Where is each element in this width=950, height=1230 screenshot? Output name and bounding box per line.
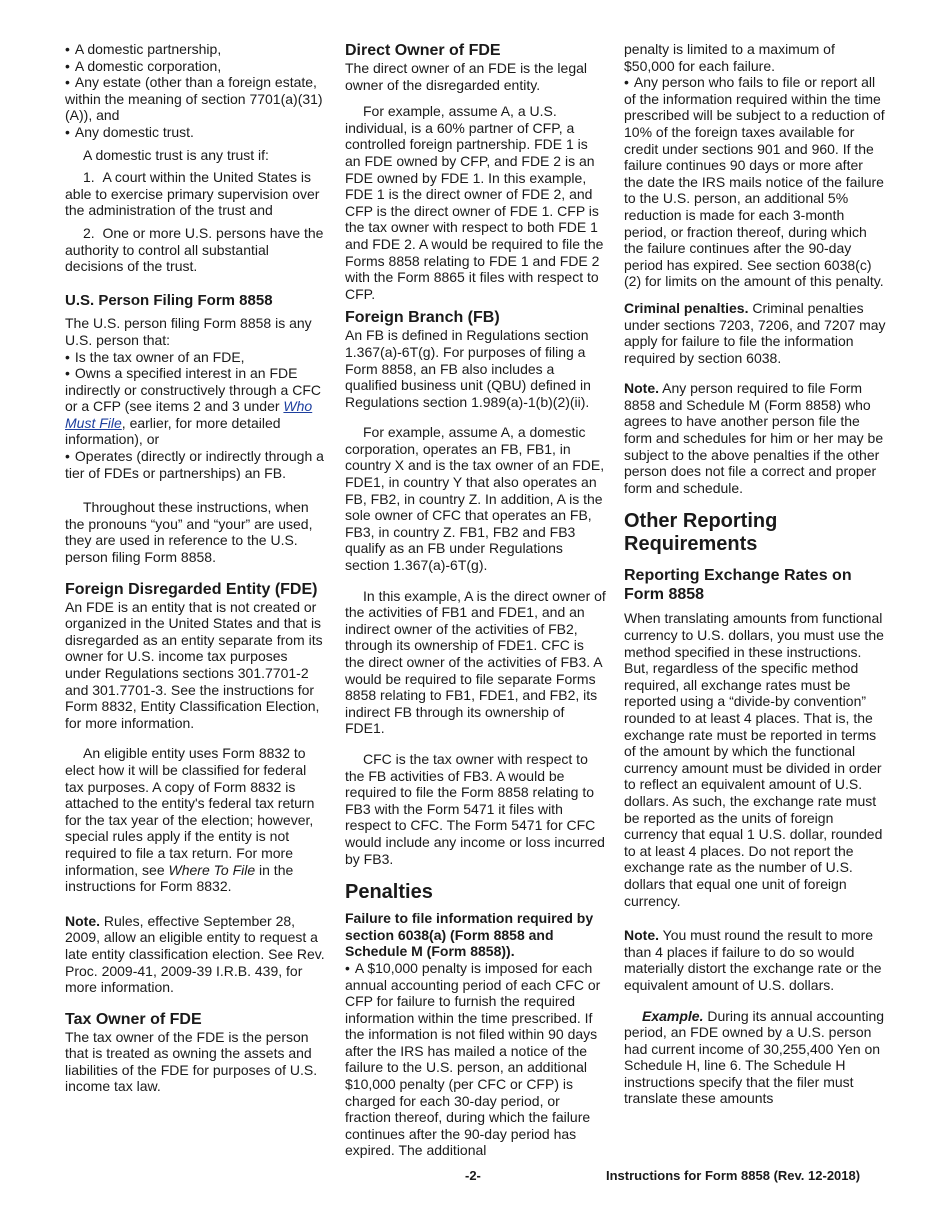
foreign-branch-example-2: In this example, A is the direct owner of the activities of FB1 and FDE1, and an indirect owner of the activities of FB2, through its ownership of FDE1. CFC is the direct owner of the activities of FB3. A would be required to file separate Forms 8858 relating to FB1, FDE1, and FB2, its indirect FB through its ownership of FDE1. <box>345 587 606 737</box>
direct-owner-example: For example, assume A, a U.S. individual, is a 60% partner of CFP, a controlled foreign partnership. FDE 1 is an FDE owned by CFP, and FDE 2 is an FDE owned by FDE 1. In this example, FDE 1 is the direct owner of FDE 2, and CFP is the direct owner of FDE 1. CFP is the tax owner with respect to both FDE 1 and FDE 2. A would be required to file the Forms 8858 relating to FDE 1 and FDE 2 with the Form 8865 it files with respect to CFP. <box>345 103 604 302</box>
bullet-domestic-trust: • Any domestic trust. <box>65 124 327 141</box>
bullet-domestic-partnership: • A domestic partnership, <box>65 41 327 58</box>
column-3 <box>624 41 886 1107</box>
heading-direct-owner: Direct Owner of FDE <box>345 42 501 59</box>
heading-us-person: U.S. Person Filing Form 8858 <box>65 291 273 309</box>
heading-foreign-branch: Foreign Branch (FB) <box>345 309 500 327</box>
pronouns-paragraph: Throughout these instructions, when the pronouns “you” and “your” are used, they are used in reference to the U.S. person filing Form 8858. <box>65 499 313 566</box>
heading-tax-owner: Tax Owner of FDE <box>65 1010 202 1028</box>
trust-intro: A domestic trust is any trust if: <box>83 146 269 163</box>
foreign-branch-definition: An FB is defined in Regulations section 1.367(a)-6T(g). For purposes of filing a Form 8858, an FB also includes a qualified business unit (QBU) defined in Regulations section 1.989(a)-1(b)(2)(ii). <box>345 327 591 410</box>
heading-other-reporting: Other Reporting Requirements <box>624 510 778 556</box>
bullet-tax-owner: • Is the tax owner of an FDE, <box>65 349 327 366</box>
heading-exchange-rates: Reporting Exchange Rates on Form 8858 <box>624 567 852 604</box>
who-must-file-link[interactable]: Who Must File <box>65 398 313 431</box>
note-rounding: Note. You must round the result to more than 4 places if failure to do so would materially distort the exchange rate or the equivalent amount of U.S. dollars. <box>624 927 882 993</box>
fde-definition: An FDE is an entity that is not created or organized in the United States and that is disregarded as an entity separate from its owner for U.S. income tax purposes under Regulations sections 301.7701-2 and 301.7701-3. See the instructions for Form 8832, Entity Classification Election, for more information. <box>65 598 323 731</box>
bullet-estate: • Any estate (other than a foreign estate, within the meaning of section 7701(a)(31)(A)), and <box>65 74 327 124</box>
us-person-intro: The U.S. person filing Form 8858 is any U.S. person that: <box>65 315 312 348</box>
bullet-10000-penalty: • A $10,000 penalty is imposed for each annual accounting period of each CFC or CFP for failure to furnish the required information within the time prescribed. If the information is not filed within 90 days after the IRS has mailed a notice of the failure to the U.S. person, an additional $10,000 penalty (per CFC or CFP) is charged for each 30-day period, or fraction thereof, during which the failure continues after the 90-day period has expired. The additional <box>345 960 607 1159</box>
column-2 <box>345 41 607 1159</box>
penalty-continuation: penalty is limited to a maximum of $50,000 for each failure. <box>624 41 835 74</box>
example-paragraph: Example. During its annual accounting period, an FDE owned by a U.S. person had current income of 30,255,400 Yen on Schedule H, line 6. The Schedule H instructions specify that the filer must translate these amounts <box>624 1007 885 1107</box>
bullet-foreign-tax-reduction: • Any person who fails to file or report all of the information required within the time prescribed will be subject to a reduction of 10% of the foreign taxes available for credit under sections 901 and 960. If the failure continues 90 days or more after the date the IRS mails notice of the failure to the U.S. person, an additional 5% reduction is made for each 3-month period, or fraction thereof, during which the failure continues after the 90-day period has expired. See section 6038(c)(2) for limits on the amount of this penalty. <box>624 74 886 290</box>
page-number: -2- <box>465 1168 481 1183</box>
eligible-entity-paragraph: An eligible entity uses Form 8832 to elect how it will be classified for federal tax purposes. A copy of Form 8832 is attached to the entity's federal tax return for the tax year of the election; however, special rules apply if the entity is not required to file a tax return. For more information, see Where To File in the instructions for Form 8832. <box>65 745 315 895</box>
trust-condition-1: 1. A court within the United States is able to exercise primary supervision over the administration of the trust and <box>65 169 320 219</box>
bullet-operates-fb: • Operates (directly or indirectly through a tier of FDEs or partnerships) an FB. <box>65 448 327 481</box>
heading-penalties: Penalties <box>345 881 433 904</box>
heading-failure-to-file: Failure to file information required by section 6038(a) (Form 8858 and Schedule M (Form 8858)). <box>345 910 594 960</box>
trust-condition-2: 2. One or more U.S. persons have the authority to control all substantial decisions of the trust. <box>65 224 324 275</box>
note-late-election: Note. Rules, effective September 28, 2009, allow an eligible entity to request a late entity classification election. See Rev. Proc. 2009-41, 2009-39 I.R.B. 439, for more information. <box>65 912 325 996</box>
footer-title: Instructions for Form 8858 (Rev. 12-2018) <box>606 1168 861 1183</box>
direct-owner-definition: The direct owner of an FDE is the legal owner of the disregarded entity. <box>345 60 588 93</box>
exchange-rates-paragraph: When translating amounts from functional currency to U.S. dollars, you must use the method specified in these instructions. But, regardless of the specific method required, all exchange rates must be reported using a “divide-by convention” rounded to at least 4 places. That is, the exchange rate must be reported in terms of the amount by which the functional currency amount must be divided in order to reflect an equivalent amount of U.S. dollars. As such, the exchange rate must be reported as the units of foreign currency that equal 1 U.S. dollar, rounded to at least 4 places. Do not report the exchange rate as the number of U.S. dollars that equal one unit of foreign currency. <box>624 610 884 909</box>
criminal-penalties: Criminal penalties. Criminal penalties under sections 7203, 7206, and 7207 may apply for failure to file the information required by section 6038. <box>624 299 886 366</box>
column-1 <box>65 41 327 1095</box>
bullet-domestic-corporation: • A domestic corporation, <box>65 58 327 75</box>
tax-owner-definition: The tax owner of the FDE is the person that is treated as owning the assets and liabilities of the FDE for purposes of U.S. income tax law. <box>65 1028 318 1095</box>
cfc-tax-owner-paragraph: CFC is the tax owner with respect to the FB activities of FB3. A would be required to file the Form 8858 relating to FB3 with the Form 5471 it files with respect to CFC. The Form 5471 for CFC would include any income or loss incurred by FB3. <box>345 750 605 867</box>
bullet-specified-interest: • Owns a specified interest in an FDE indirectly or constructively through a CFC or a CFP (see items 2 and 3 under Who Must File, earlier, for more detailed information), or <box>65 365 327 448</box>
foreign-branch-example: For example, assume A, a domestic corporation, operates an FB, FB1, in country X and is the tax owner of an FDE, FDE1, in country Y that also operates an FB, FB2, in country Z. In addition, A is the sole owner of CFC that operates an FB, FB3, in country Z. FB1, FB2 and FB3 qualify as an FB under Regulations section 1.367(a)-6T(g). <box>345 424 605 574</box>
heading-fde: Foreign Disregarded Entity (FDE) <box>65 580 318 598</box>
note-another-person: Note. Any person required to file Form 8858 and Schedule M (Form 8858) who agrees to have another person file the form and schedules for him or her may be subject to the above penalties if the other person does not file a correct and proper form and schedule. <box>624 380 884 496</box>
